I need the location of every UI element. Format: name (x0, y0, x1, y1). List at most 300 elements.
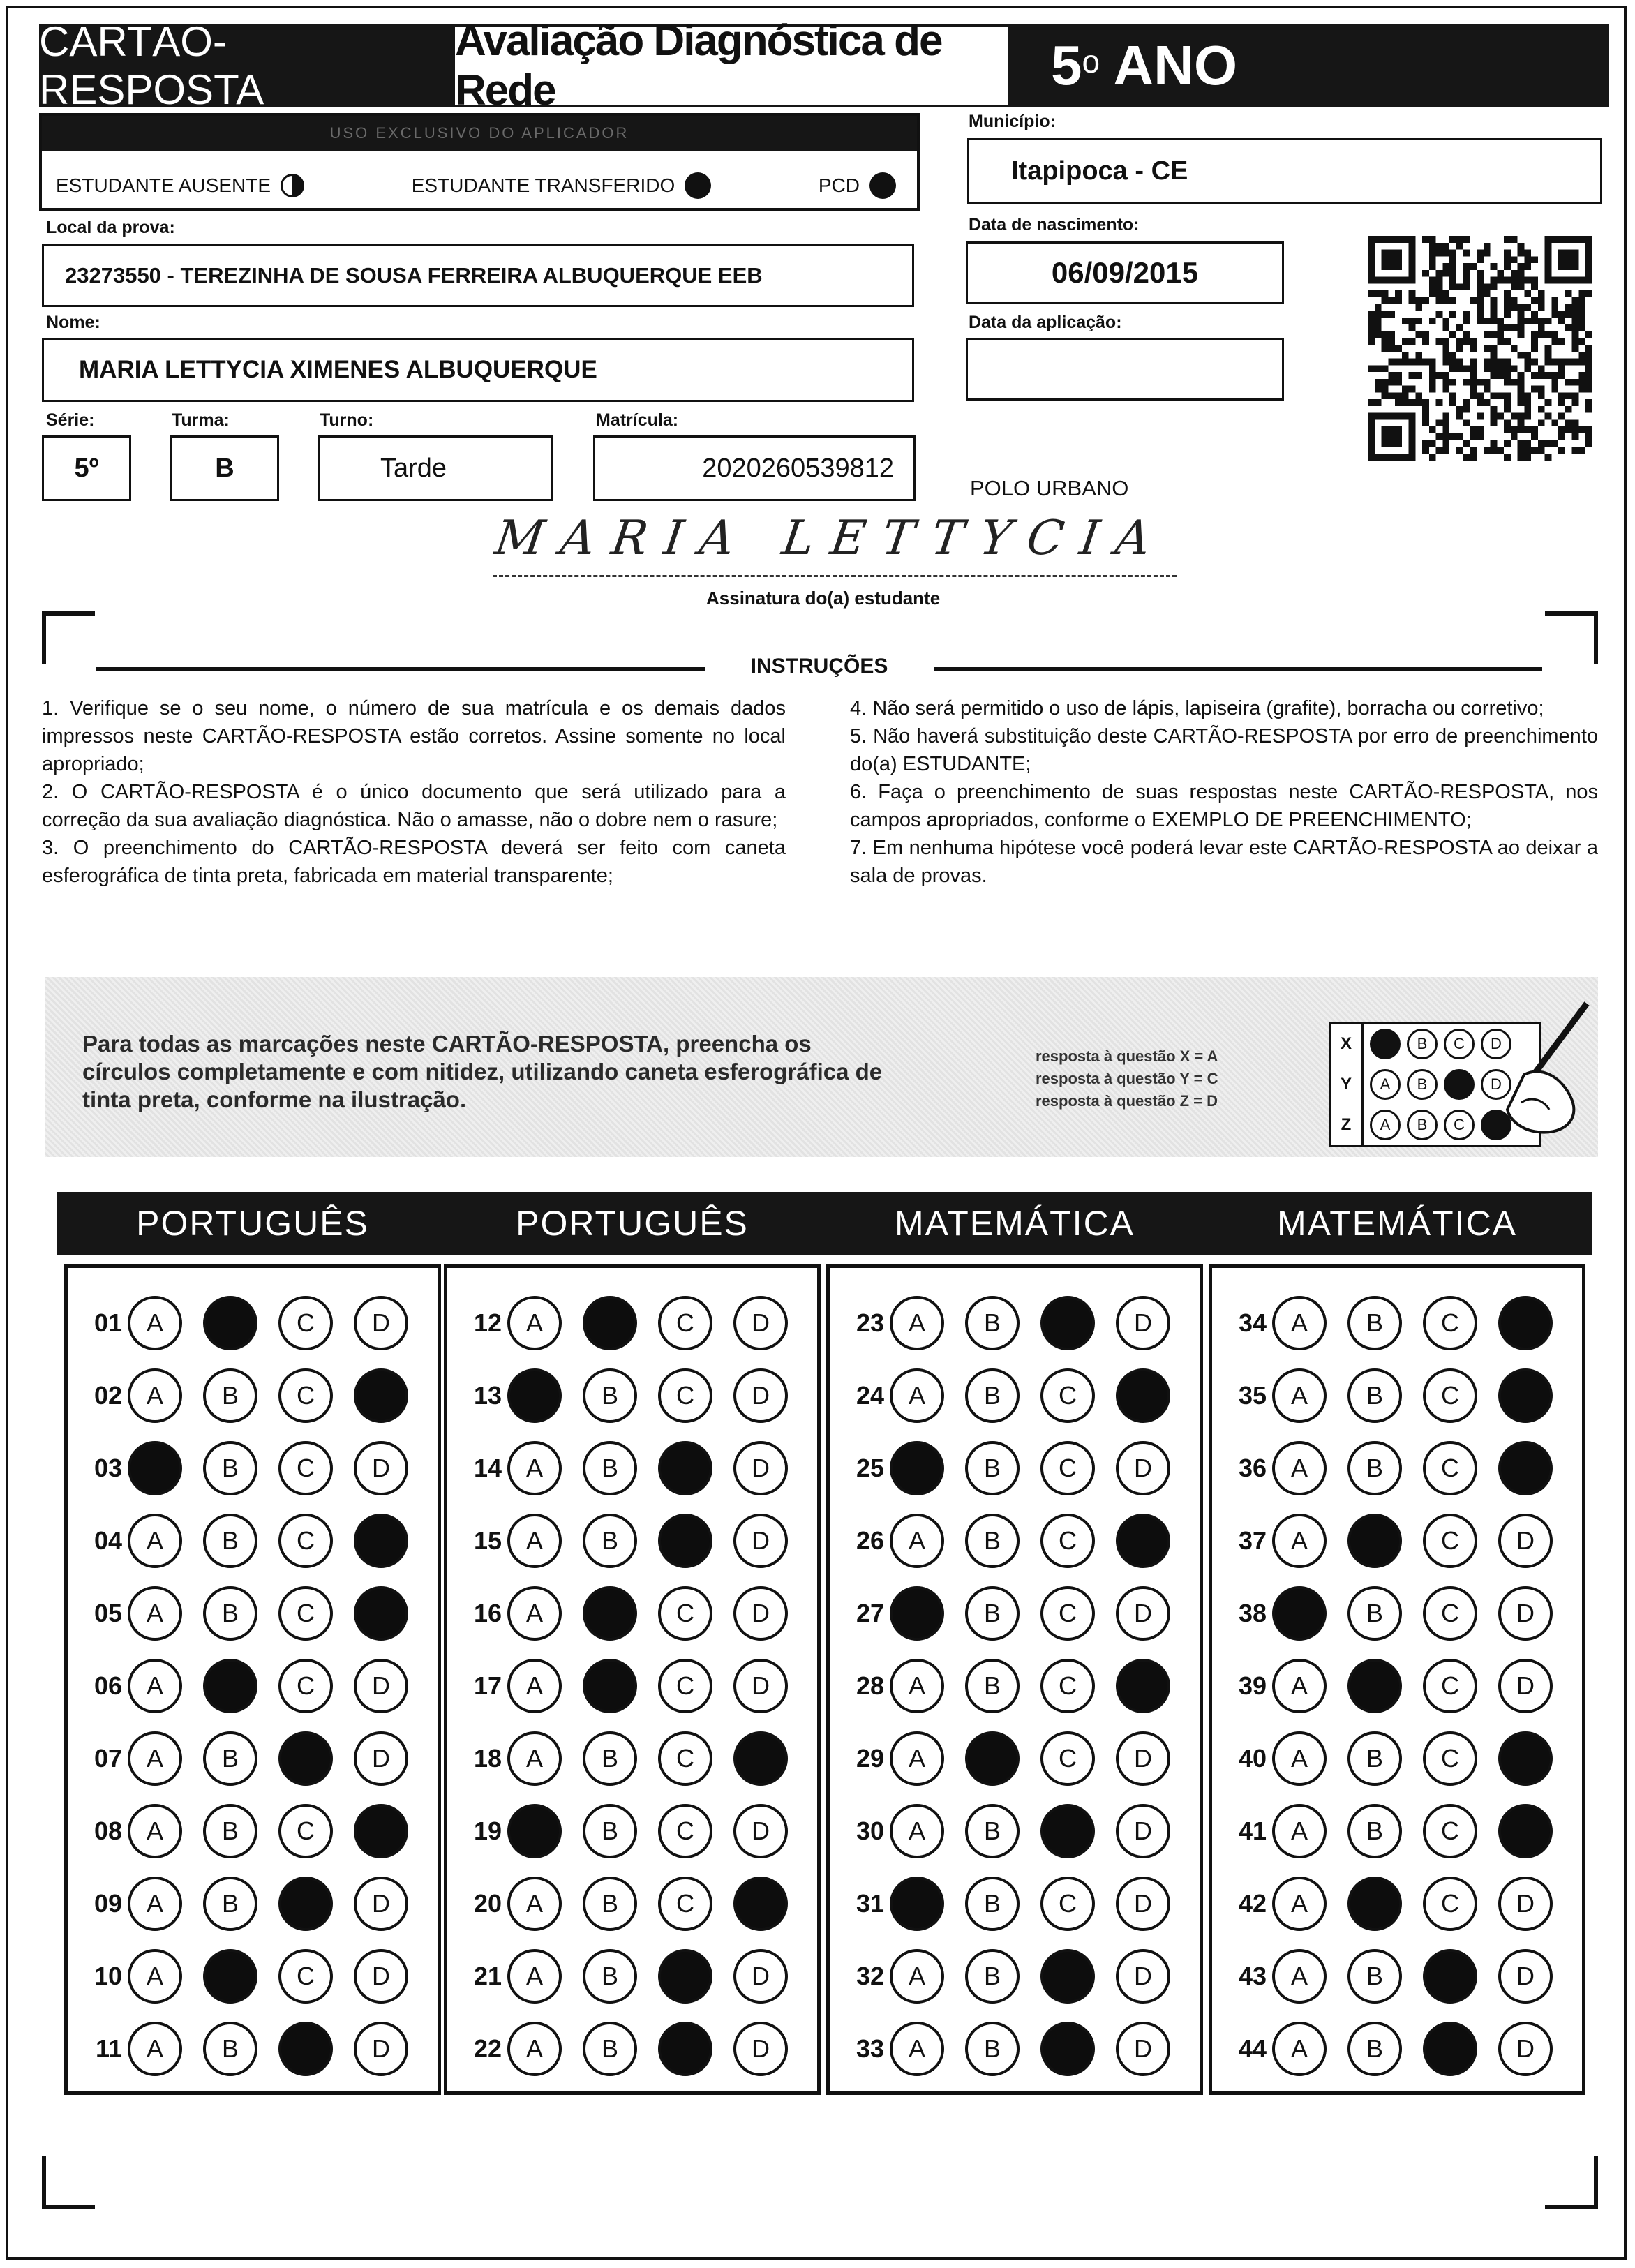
question-row (68, 1729, 438, 1789)
example-bubble: D (1481, 1029, 1511, 1059)
answer-bubble-c[interactable] (278, 1877, 333, 1931)
answer-bubble-a[interactable]: A (507, 1514, 562, 1568)
answer-bubble-c[interactable]: C (658, 1586, 712, 1641)
answer-bubble-d[interactable]: D (1116, 1441, 1170, 1495)
bubble-group (128, 1368, 408, 1423)
question-row (68, 1293, 438, 1353)
answer-bubble-c[interactable]: C (658, 1296, 712, 1350)
question-row (447, 1366, 817, 1426)
bubble-group (1272, 1877, 1553, 1931)
answer-bubble-a[interactable] (1272, 1586, 1327, 1641)
bubble-group (890, 1368, 1170, 1423)
absent-bubble[interactable] (281, 174, 304, 197)
question-number: 08 (94, 1816, 122, 1845)
answer-bubble-c[interactable]: C (1423, 1296, 1477, 1350)
answer-bubble-a[interactable]: A (128, 1731, 182, 1786)
absent-label: ESTUDANTE AUSENTE (56, 174, 271, 196)
bubble-group (890, 1441, 1170, 1495)
turma-field: B (170, 435, 279, 501)
answer-bubble-c[interactable] (278, 1731, 333, 1786)
question-number: 44 (1238, 2034, 1267, 2063)
answer-bubble-a[interactable]: A (1272, 1368, 1327, 1423)
nome-label: Nome: (46, 313, 100, 332)
answer-bubble-a[interactable]: A (128, 2022, 182, 2076)
answer-bubble-c[interactable]: C (1423, 1877, 1477, 1931)
answer-bubble-d[interactable]: D (1116, 2022, 1170, 2076)
answer-bubble-a[interactable]: A (1272, 1659, 1327, 1713)
answer-bubble-b[interactable]: B (1347, 1441, 1402, 1495)
answer-bubble-a[interactable]: A (1272, 2022, 1327, 2076)
answer-bubble-d[interactable]: D (733, 1296, 788, 1350)
answer-bubble-a[interactable]: A (890, 1514, 944, 1568)
answer-bubble-d[interactable] (354, 1514, 408, 1568)
bubble-group (507, 1659, 788, 1713)
answer-bubble-b[interactable]: B (965, 1804, 1020, 1858)
answer-bubble-b[interactable]: B (583, 1514, 637, 1568)
bubble-group (507, 1877, 788, 1931)
bubble-group (507, 1441, 788, 1495)
answer-bubble-a[interactable]: A (507, 1949, 562, 2004)
answer-bubble-b[interactable]: B (203, 1514, 257, 1568)
question-number: 06 (94, 1671, 122, 1700)
answer-bubble-d[interactable]: D (1498, 1586, 1553, 1641)
answer-bubble-d[interactable]: D (1116, 1731, 1170, 1786)
answer-bubble-d[interactable]: D (354, 1659, 408, 1713)
corner-mark-bottom-right (1545, 2156, 1598, 2209)
answer-bubble-c[interactable]: C (278, 1949, 333, 2004)
instruction-4: 4. Não será permitido o uso de lápis, lapiseira (grafite), borracha ou corretivo; (850, 697, 1544, 719)
question-number: 25 (856, 1454, 884, 1482)
instructions-right (850, 694, 1598, 890)
bubble-group (1272, 1731, 1553, 1786)
signature-area[interactable] (488, 504, 1186, 574)
question-row (830, 1293, 1200, 1353)
answer-bubble-d[interactable]: D (1116, 1296, 1170, 1350)
answer-bubble-a[interactable]: A (1272, 1514, 1327, 1568)
answer-bubble-c[interactable]: C (278, 1804, 333, 1858)
answer-bubble-d[interactable]: D (1498, 1949, 1553, 2004)
answer-bubble-d[interactable] (1498, 1441, 1553, 1495)
absent-option[interactable] (56, 174, 304, 197)
answer-bubble-c[interactable] (658, 1514, 712, 1568)
pcd-bubble[interactable] (869, 172, 896, 199)
answer-bubble-a[interactable]: A (128, 1296, 182, 1350)
answer-bubble-a[interactable]: A (128, 1586, 182, 1641)
answer-bubble-c[interactable]: C (1040, 1514, 1095, 1568)
bubble-group (1272, 1804, 1553, 1858)
question-row (447, 1583, 817, 1643)
question-row (447, 2019, 817, 2079)
question-row (1212, 2019, 1582, 2079)
answer-bubble-a[interactable]: A (128, 1877, 182, 1931)
bubble-group (507, 1804, 788, 1858)
instructions-header (96, 655, 1542, 682)
answer-bubble-a[interactable] (890, 1586, 944, 1641)
answer-bubble-b[interactable]: B (203, 1877, 257, 1931)
answer-bubble-a[interactable]: A (507, 1586, 562, 1641)
answer-bubble-b[interactable]: B (965, 2022, 1020, 2076)
answer-bubble-d[interactable] (1498, 1804, 1553, 1858)
answer-bubble-d[interactable]: D (733, 2022, 788, 2076)
question-row (830, 1511, 1200, 1571)
answer-bubble-d[interactable]: D (733, 1659, 788, 1713)
question-number: 17 (473, 1671, 502, 1700)
question-number: 43 (1238, 1962, 1267, 1990)
question-number: 03 (94, 1454, 122, 1482)
answer-bubble-a[interactable]: A (890, 1731, 944, 1786)
answer-bubble-c[interactable] (658, 1949, 712, 2004)
answer-bubble-b[interactable]: B (1347, 2022, 1402, 2076)
answer-bubble-c[interactable]: C (1423, 1514, 1477, 1568)
answer-bubble-b[interactable]: B (203, 1804, 257, 1858)
answer-bubble-c[interactable]: C (1423, 1804, 1477, 1858)
answer-bubble-b[interactable]: B (1347, 1368, 1402, 1423)
serie-label: Série: (46, 410, 95, 430)
answer-bubble-a[interactable]: A (507, 2022, 562, 2076)
answer-bubble-a[interactable]: A (890, 1659, 944, 1713)
answer-bubble-b[interactable]: B (583, 1804, 637, 1858)
answer-bubble-a[interactable]: A (890, 1949, 944, 2004)
application-date-field (966, 338, 1284, 401)
turno-field: Tarde (318, 435, 553, 501)
question-row (830, 1874, 1200, 1934)
question-row (1212, 1438, 1582, 1498)
turno-label: Turno: (320, 410, 374, 430)
question-number: 42 (1238, 1889, 1267, 1918)
answer-bubble-d[interactable] (1116, 1368, 1170, 1423)
signature-handwriting: MARIA LETTYCIA (491, 511, 1171, 566)
answer-bubble-a[interactable] (507, 1368, 562, 1423)
answer-bubble-c[interactable]: C (658, 1804, 712, 1858)
question-number: 07 (94, 1744, 122, 1773)
legend-z: resposta à questão Z = D (1036, 1092, 1218, 1110)
bubble-group (128, 1877, 408, 1931)
answer-bubble-c[interactable] (1040, 1949, 1095, 2004)
answer-bubble-a[interactable]: A (507, 1441, 562, 1495)
question-row (68, 1583, 438, 1643)
question-number: 14 (473, 1454, 502, 1482)
example-bubble: A (1370, 1110, 1401, 1140)
question-row (447, 1293, 817, 1353)
bubble-group (507, 1368, 788, 1423)
question-row (830, 1801, 1200, 1861)
example-row-key: X (1331, 1024, 1364, 1064)
answer-bubble-b[interactable] (965, 1731, 1020, 1786)
answer-bubble-b[interactable] (583, 1586, 637, 1641)
grade-number: 5 (1051, 34, 1082, 96)
answer-bubble-c[interactable]: C (1040, 1877, 1095, 1931)
answer-bubble-d[interactable] (733, 1731, 788, 1786)
question-row (447, 1874, 817, 1934)
answer-bubble-d[interactable]: D (354, 1296, 408, 1350)
answer-bubble-b[interactable] (1347, 1514, 1402, 1568)
answer-bubble-d[interactable]: D (1116, 1586, 1170, 1641)
bubble-group (128, 1586, 408, 1641)
answer-bubble-c[interactable] (1423, 1949, 1477, 2004)
question-number: 09 (94, 1889, 122, 1918)
instruction-6: 6. Faça o preenchimento de suas respostas neste CARTÃO-RESPOSTA, nos campos apropriados, conforme o EXEMPLO DE PREENCHIMENTO; (850, 781, 1598, 831)
answer-bubble-c[interactable] (658, 1441, 712, 1495)
answer-bubble-d[interactable]: D (1116, 1804, 1170, 1858)
answer-bubble-b[interactable]: B (583, 2022, 637, 2076)
answer-bubble-a[interactable]: A (128, 1804, 182, 1858)
answer-bubble-c[interactable]: C (1423, 1368, 1477, 1423)
answer-bubble-b[interactable]: B (583, 1441, 637, 1495)
bubble-group (1272, 1949, 1553, 2004)
answer-bubble-d[interactable]: D (1498, 1514, 1553, 1568)
answer-bubble-b[interactable]: B (583, 1949, 637, 2004)
answer-bubble-b[interactable]: B (203, 1441, 257, 1495)
matricula-label: Matrícula: (596, 410, 679, 430)
answer-bubble-d[interactable] (1116, 1659, 1170, 1713)
answer-bubble-b[interactable]: B (965, 1441, 1020, 1495)
answer-bubble-b[interactable]: B (965, 1949, 1020, 2004)
answer-bubble-b[interactable]: B (1347, 1296, 1402, 1350)
answer-bubble-d[interactable]: D (354, 1877, 408, 1931)
question-number: 41 (1238, 1816, 1267, 1845)
birthdate-field: 06/09/2015 (966, 241, 1284, 304)
bubble-group (507, 1586, 788, 1641)
bubble-group (890, 1514, 1170, 1568)
answer-bubble-b[interactable]: B (203, 1586, 257, 1641)
pen-hand-icon (1482, 998, 1594, 1137)
answer-bubble-c[interactable]: C (1040, 1441, 1095, 1495)
answer-bubble-a[interactable]: A (890, 2022, 944, 2076)
answer-bubble-d[interactable] (1116, 1514, 1170, 1568)
answer-bubble-a[interactable]: A (1272, 1804, 1327, 1858)
bubble-group (128, 1731, 408, 1786)
question-row (830, 1729, 1200, 1789)
answer-bubble-d[interactable]: D (1116, 1949, 1170, 2004)
answer-bubble-c[interactable]: C (1040, 1659, 1095, 1713)
answer-bubble-d[interactable] (1498, 1368, 1553, 1423)
question-number: 15 (473, 1526, 502, 1555)
question-number: 21 (473, 1962, 502, 1990)
answer-bubble-b[interactable] (203, 1659, 257, 1713)
answer-bubble-b[interactable]: B (203, 2022, 257, 2076)
question-row (1212, 1583, 1582, 1643)
answer-bubble-d[interactable]: D (733, 1514, 788, 1568)
question-row (1212, 1511, 1582, 1571)
answer-bubble-a[interactable]: A (1272, 1731, 1327, 1786)
answer-bubble-c[interactable] (1423, 2022, 1477, 2076)
answer-bubble-a[interactable] (890, 1441, 944, 1495)
answer-bubble-a[interactable]: A (128, 1514, 182, 1568)
answer-bubble-a[interactable]: A (1272, 1877, 1327, 1931)
answer-bubble-c[interactable]: C (1423, 1441, 1477, 1495)
answer-bubble-c[interactable]: C (1423, 1659, 1477, 1713)
question-row (1212, 1656, 1582, 1716)
corner-mark-bottom-left (42, 2156, 95, 2209)
answer-bubble-b[interactable] (203, 1296, 257, 1350)
answer-bubble-d[interactable]: D (1498, 1877, 1553, 1931)
answer-bubble-c[interactable]: C (658, 1659, 712, 1713)
question-number: 10 (94, 1962, 122, 1990)
question-number: 24 (856, 1381, 884, 1410)
question-row (68, 1801, 438, 1861)
example-row-key: Y (1331, 1064, 1364, 1105)
answer-bubble-c[interactable]: C (1040, 1586, 1095, 1641)
answer-bubble-b[interactable] (203, 1949, 257, 2004)
answer-bubble-b[interactable]: B (1347, 1804, 1402, 1858)
answer-bubble-c[interactable]: C (658, 1877, 712, 1931)
answer-bubble-b[interactable]: B (965, 1296, 1020, 1350)
answer-bubble-a[interactable]: A (1272, 1296, 1327, 1350)
bubble-group (507, 1514, 788, 1568)
answer-bubble-a[interactable]: A (507, 1731, 562, 1786)
answer-bubble-b[interactable] (583, 1296, 637, 1350)
answer-bubble-d[interactable] (354, 1804, 408, 1858)
answer-bubble-c[interactable]: C (278, 1368, 333, 1423)
answer-bubble-c[interactable]: C (278, 1659, 333, 1713)
answer-bubble-b[interactable] (583, 1659, 637, 1713)
answer-bubble-a[interactable]: A (890, 1368, 944, 1423)
status-row (56, 165, 896, 207)
answer-bubble-c[interactable] (278, 2022, 333, 2076)
fill-example-legend (1036, 1045, 1218, 1112)
answer-bubble-b[interactable]: B (203, 1731, 257, 1786)
answer-bubble-b[interactable]: B (583, 1368, 637, 1423)
answer-bubble-d[interactable]: D (354, 2022, 408, 2076)
answer-bubble-c[interactable]: C (278, 1296, 333, 1350)
answer-bubble-a[interactable]: A (890, 1296, 944, 1350)
answer-bubble-b[interactable]: B (965, 1877, 1020, 1931)
municipio-field: Itapipoca - CE (967, 138, 1602, 204)
pcd-label: PCD (818, 174, 860, 196)
answer-bubble-b[interactable]: B (965, 1659, 1020, 1713)
answer-bubble-a[interactable]: A (890, 1804, 944, 1858)
answer-bubble-c[interactable] (1040, 1804, 1095, 1858)
question-row (830, 1438, 1200, 1498)
grade-suffix: ANO (1100, 34, 1238, 96)
answer-bubble-c[interactable]: C (658, 1731, 712, 1786)
example-bubble: C (1444, 1029, 1475, 1059)
answer-bubble-b[interactable]: B (965, 1368, 1020, 1423)
answer-bubble-c[interactable]: C (1040, 1368, 1095, 1423)
answer-bubble-b[interactable]: B (1347, 1586, 1402, 1641)
question-number: 05 (94, 1599, 122, 1627)
question-row (447, 1438, 817, 1498)
answer-bubble-d[interactable]: D (733, 1441, 788, 1495)
answer-bubble-d[interactable]: D (354, 1731, 408, 1786)
question-number: 12 (473, 1308, 502, 1337)
transferred-bubble[interactable] (685, 172, 711, 199)
answer-bubble-d[interactable]: D (1498, 1659, 1553, 1713)
answer-bubble-c[interactable]: C (1040, 1731, 1095, 1786)
answer-bubble-b[interactable]: B (965, 1514, 1020, 1568)
answer-bubble-a[interactable]: A (507, 1877, 562, 1931)
bubble-group (128, 1441, 408, 1495)
answer-bubble-b[interactable]: B (583, 1731, 637, 1786)
answer-bubble-c[interactable]: C (1423, 1731, 1477, 1786)
answer-bubble-b[interactable]: B (583, 1877, 637, 1931)
bubble-group (1272, 1586, 1553, 1641)
bubble-group (128, 2022, 408, 2076)
bubble-group (1272, 1296, 1553, 1350)
answer-bubble-d[interactable]: D (354, 1441, 408, 1495)
bubble-group (507, 1949, 788, 2004)
answer-bubble-c[interactable] (1040, 2022, 1095, 2076)
pcd-option[interactable] (819, 172, 896, 199)
answer-bubble-a[interactable]: A (1272, 1441, 1327, 1495)
answer-bubble-b[interactable]: B (1347, 1949, 1402, 2004)
question-row (1212, 1293, 1582, 1353)
section-answers (1209, 1264, 1585, 2095)
answer-bubble-d[interactable] (1498, 1296, 1553, 1350)
answer-bubble-d[interactable]: D (354, 1949, 408, 2004)
answer-bubble-c[interactable] (658, 2022, 712, 2076)
question-row (447, 1729, 817, 1789)
answer-bubble-d[interactable] (354, 1586, 408, 1641)
example-bubble: A (1370, 1069, 1401, 1100)
bubble-group (128, 1804, 408, 1858)
answer-bubble-b[interactable]: B (965, 1586, 1020, 1641)
answer-bubble-b[interactable] (1347, 1659, 1402, 1713)
answer-bubble-a[interactable]: A (507, 1659, 562, 1713)
answer-bubble-a[interactable]: A (128, 1949, 182, 2004)
question-row (1212, 1366, 1582, 1426)
question-number: 28 (856, 1671, 884, 1700)
nome-field: MARIA LETTYCIA XIMENES ALBUQUERQUE (42, 338, 914, 402)
answer-bubble-a[interactable]: A (128, 1368, 182, 1423)
answer-bubble-d[interactable]: D (733, 1586, 788, 1641)
answer-bubble-a[interactable] (128, 1441, 182, 1495)
instruction-2: 2. O CARTÃO-RESPOSTA é o único documento que será utilizado para a correção da sua avaliação diagnóstica. Não o amasse, não o dobre nem o rasure; (42, 781, 786, 831)
question-number: 23 (856, 1308, 884, 1337)
section-title: PORTUGUÊS (57, 1192, 448, 1255)
signature-label: Assinatura do(a) estudante (706, 588, 941, 609)
exam-name: Avaliação Diagnóstica de Rede (452, 24, 1010, 107)
answer-bubble-d[interactable]: D (1498, 2022, 1553, 2076)
answer-bubble-a[interactable]: A (507, 1296, 562, 1350)
bubble-group (890, 1296, 1170, 1350)
transferred-option[interactable] (412, 172, 712, 199)
answer-bubble-d[interactable]: D (1116, 1877, 1170, 1931)
applicator-box (39, 113, 920, 211)
question-number: 32 (856, 1962, 884, 1990)
question-number: 02 (94, 1381, 122, 1410)
local-field: 23273550 - TEREZINHA DE SOUSA FERREIRA ALBUQUERQUE EEB (42, 244, 914, 307)
answer-bubble-a[interactable] (890, 1877, 944, 1931)
answer-bubble-a[interactable] (507, 1804, 562, 1858)
corner-mark-top-left (42, 611, 95, 664)
answer-bubble-d[interactable] (733, 1877, 788, 1931)
question-number: 37 (1238, 1526, 1267, 1555)
answer-bubble-d[interactable] (354, 1368, 408, 1423)
answer-bubble-d[interactable]: D (733, 1804, 788, 1858)
answer-bubble-c[interactable]: C (278, 1441, 333, 1495)
bubble-group (128, 1514, 408, 1568)
answer-bubble-c[interactable]: C (658, 1368, 712, 1423)
answer-bubble-d[interactable] (1498, 1731, 1553, 1786)
answer-bubble-d[interactable]: D (733, 1368, 788, 1423)
answer-bubble-c[interactable]: C (278, 1586, 333, 1641)
example-bubble: B (1407, 1110, 1438, 1140)
answer-bubble-b[interactable]: B (1347, 1731, 1402, 1786)
answer-bubble-b[interactable] (1347, 1877, 1402, 1931)
turma-label: Turma: (172, 410, 230, 430)
answer-bubble-c[interactable] (1040, 1296, 1095, 1350)
answer-bubble-b[interactable]: B (203, 1368, 257, 1423)
answer-bubble-c[interactable]: C (1423, 1586, 1477, 1641)
birthdate-label: Data de nascimento: (969, 215, 1140, 234)
example-row-key: Z (1331, 1105, 1364, 1145)
section-title: MATEMÁTICA (1202, 1192, 1592, 1255)
answer-bubble-a[interactable]: A (1272, 1949, 1327, 2004)
answer-bubble-c[interactable]: C (278, 1514, 333, 1568)
answer-bubble-d[interactable]: D (733, 1949, 788, 2004)
answer-bubble-a[interactable]: A (128, 1659, 182, 1713)
